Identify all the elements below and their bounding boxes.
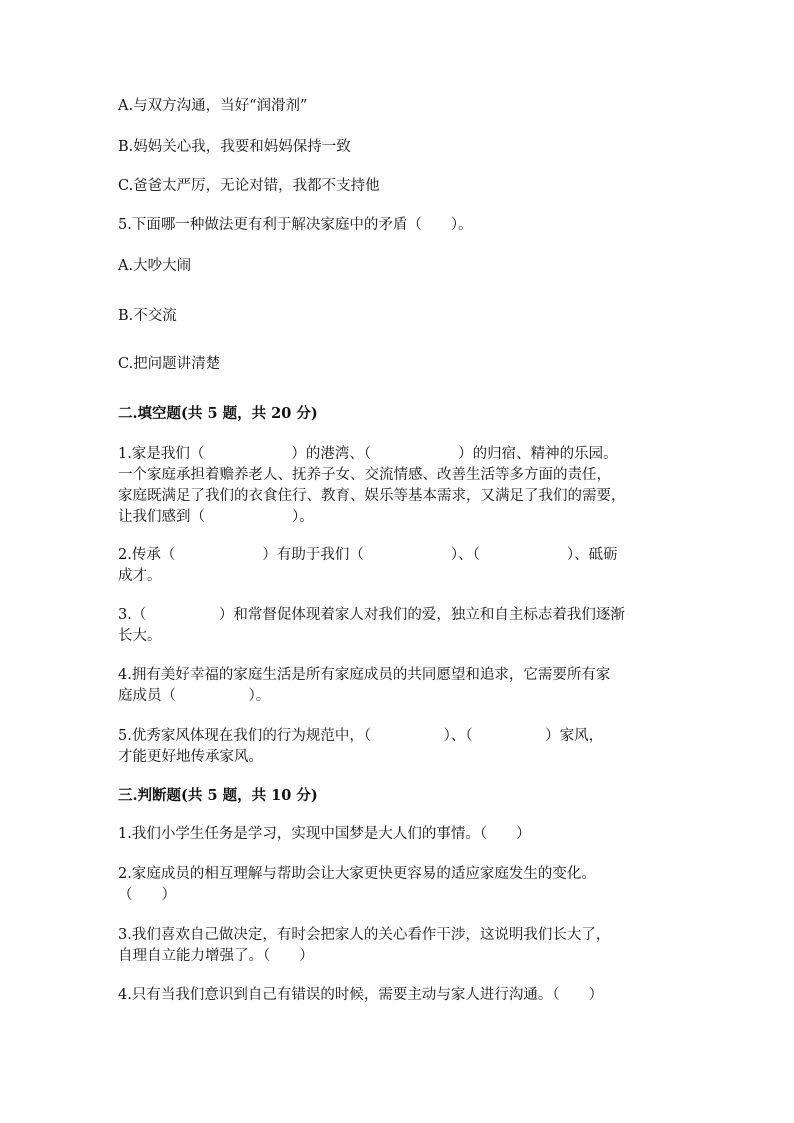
- fill-q2-line-2: 成才。: [118, 568, 162, 584]
- q5-option-c: C.把问题讲清楚: [118, 356, 221, 372]
- fill-q1-line-2: 一个家庭承担着赡养老人、抚养子女、交流情感、改善生活等多方面的责任，: [118, 467, 611, 483]
- q4-option-c: C.爸爸太严厉，无论对错，我都不支持他: [118, 178, 380, 194]
- judge-q3-line-1: 3.我们喜欢自己做决定，有时会把家人的关心看作干涉，这说明我们长大了，: [118, 927, 611, 943]
- fill-q5-line-1: 5.优秀家风体现在我们的行为规范中，（ ）、（ ）家风，: [118, 728, 604, 744]
- fill-q1-line-1: 1.家是我们（ ）的港湾、（ ）的归宿、精神的乐园。: [118, 446, 618, 462]
- judge-q2-line-1: 2.家庭成员的相互理解与帮助会让大家更快更容易的适应家庭发生的变化。: [118, 866, 596, 882]
- q4-option-a: A.与双方沟通，当好“润滑剂”: [118, 98, 308, 114]
- fill-q5-line-2: 才能更好地传承家风。: [118, 749, 263, 765]
- fill-q1-line-4: 让我们感到（ ）。: [118, 509, 314, 525]
- judge-section-heading: 三.判断题(共 5 题，共 10 分): [118, 787, 318, 804]
- q5-stem: 5.下面哪一种做法更有利于解决家庭中的矛盾（ ）。: [118, 217, 473, 233]
- fill-section-heading: 二.填空题(共 5 题，共 20 分): [118, 405, 318, 422]
- fill-q1-line-3: 家庭既满足了我们的衣食住行、教育、娱乐等基本需求，又满足了我们的需要，: [118, 488, 626, 504]
- judge-q3-line-2: 自理自立能力增强了。（ ）: [118, 948, 314, 964]
- judge-q2-line-2: （ ）: [118, 887, 176, 903]
- fill-q4-line-2: 庭成员（ ）。: [118, 688, 271, 704]
- q5-option-b: B.不交流: [118, 308, 177, 324]
- judge-q1: 1.我们小学生任务是学习，实现中国梦是大人们的事情。（ ）: [118, 826, 531, 842]
- fill-q3-line-2: 长大。: [118, 628, 162, 644]
- fill-q3-line-1: 3.（ ）和常督促体现着家人对我们的爱，独立和自主标志着我们逐渐: [118, 607, 625, 623]
- fill-q4-line-1: 4.拥有美好幸福的家庭生活是所有家庭成员的共同愿望和追求，它需要所有家: [118, 667, 611, 683]
- q5-option-a: A.大吵大闹: [118, 258, 192, 274]
- judge-q4: 4.只有当我们意识到自己有错误的时候，需要主动与家人进行沟通。（ ）: [118, 987, 604, 1003]
- fill-q2-line-1: 2.传承（ ）有助于我们（ ）、（ ）、砥砺: [118, 547, 618, 563]
- q4-option-b: B.妈妈关心我，我要和妈妈保持一致: [118, 139, 351, 155]
